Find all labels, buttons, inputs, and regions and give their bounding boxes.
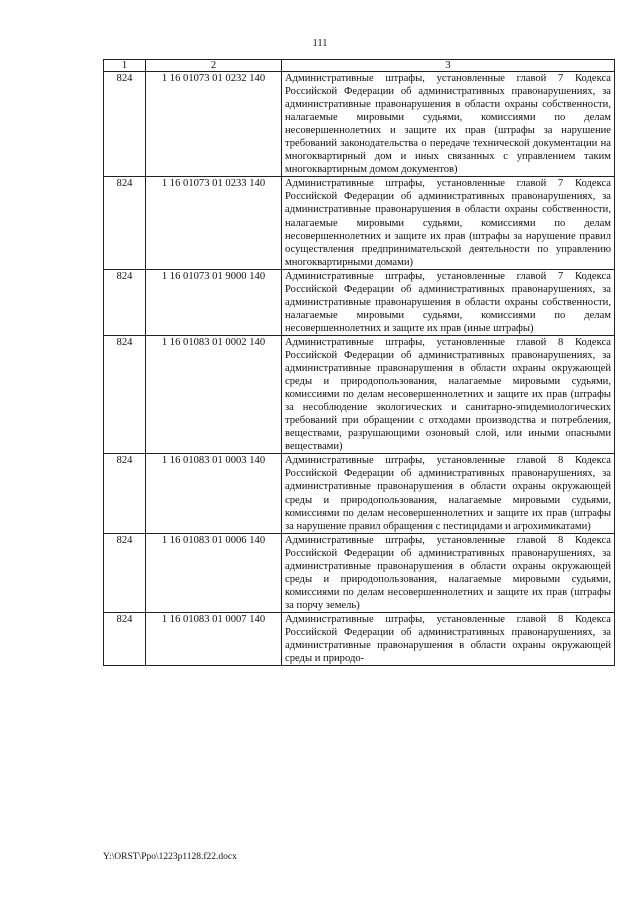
budget-classification-table [103, 59, 615, 666]
kbk-code-cell: 1 16 01083 01 0007 140 [146, 612, 282, 665]
kbk-code-cell: 1 16 01073 01 0233 140 [146, 177, 282, 269]
description-cell: Административные штрафы, установленные главой 7 Кодекса Российской Федерации об административных правонарушениях, за административные правонарушения в области охраны собственности, налагаемые мировыми судьями, комиссиями по делам несовершеннолетних и защите их прав (штрафы за нарушение требований законодательства о передаче технической документации на многоквартирный дом и иных связанных с управлением таким многоквартирным домом документов) [282, 72, 615, 177]
admin-code-cell: 824 [104, 335, 146, 453]
admin-code-cell: 824 [104, 612, 146, 665]
table-row [104, 269, 615, 335]
column-header-3: 3 [282, 60, 615, 72]
column-header-2: 2 [146, 60, 282, 72]
table-row [104, 533, 615, 612]
footer-file-path: Y:\ORST\Ppo\1223p1128.f22.docx [103, 852, 237, 862]
kbk-code-cell: 1 16 01073 01 9000 140 [146, 269, 282, 335]
table-row [104, 177, 615, 269]
table-row [104, 335, 615, 453]
description-cell: Административные штрафы, установленные главой 7 Кодекса Российской Федерации об административных правонарушениях, за административные правонарушения в области охраны собственности, налагаемые мировыми судьями, комиссиями по делам несовершеннолетних и защите их прав (иные штрафы) [282, 269, 615, 335]
kbk-code-cell: 1 16 01083 01 0003 140 [146, 454, 282, 533]
description-cell: Административные штрафы, установленные главой 8 Кодекса Российской Федерации об административных правонарушениях, за административные правонарушения в области охраны окружающей среды и природопользования, налагаемые мировыми судьями, комиссиями по делам несовершеннолетних и защите их прав (штрафы за порчу земель) [282, 533, 615, 612]
table-row [104, 454, 615, 533]
admin-code-cell: 824 [104, 269, 146, 335]
admin-code-cell: 824 [104, 177, 146, 269]
admin-code-cell: 824 [104, 454, 146, 533]
kbk-code-cell: 1 16 01073 01 0232 140 [146, 72, 282, 177]
column-header-1: 1 [104, 60, 146, 72]
description-cell: Административные штрафы, установленные главой 7 Кодекса Российской Федерации об административных правонарушениях, за административные правонарушения в области охраны собственности, налагаемые мировыми судьями, комиссиями по делам несовершеннолетних и защите их прав (штрафы за нарушение правил осуществления предпринимательской деятельности по управлению многоквартирными домами) [282, 177, 615, 269]
page-number: 111 [312, 38, 328, 49]
kbk-code-cell: 1 16 01083 01 0002 140 [146, 335, 282, 453]
table-row [104, 72, 615, 177]
description-cell: Административные штрафы, установленные главой 8 Кодекса Российской Федерации об административных правонарушениях, за административные правонарушения в области охраны окружающей среды и природопользования, налагаемые мировыми судьями, комиссиями по делам несовершеннолетних и защите их прав (штрафы за нарушение правил обращения с пестицидами и агрохимикатами) [282, 454, 615, 533]
description-cell: Административные штрафы, установленные главой 8 Кодекса Российской Федерации об административных правонарушениях, за административные правонарушения в области охраны окружающей среды и природо- [282, 612, 615, 665]
kbk-code-cell: 1 16 01083 01 0006 140 [146, 533, 282, 612]
table-row [104, 612, 615, 665]
table-header-row [104, 60, 615, 72]
admin-code-cell: 824 [104, 533, 146, 612]
description-cell: Административные штрафы, установленные главой 8 Кодекса Российской Федерации об административных правонарушениях, за административные правонарушения в области охраны окружающей среды и природопользования, налагаемые мировыми судьями, комиссиями по делам несовершеннолетних и защите их прав (штрафы за несоблюдение экологических и санитарно-эпидемиологических требований при обращении с отходами производства и потребления, веществами, разрушающими озоновый слой, или иными опасными веществами) [282, 335, 615, 453]
admin-code-cell: 824 [104, 72, 146, 177]
